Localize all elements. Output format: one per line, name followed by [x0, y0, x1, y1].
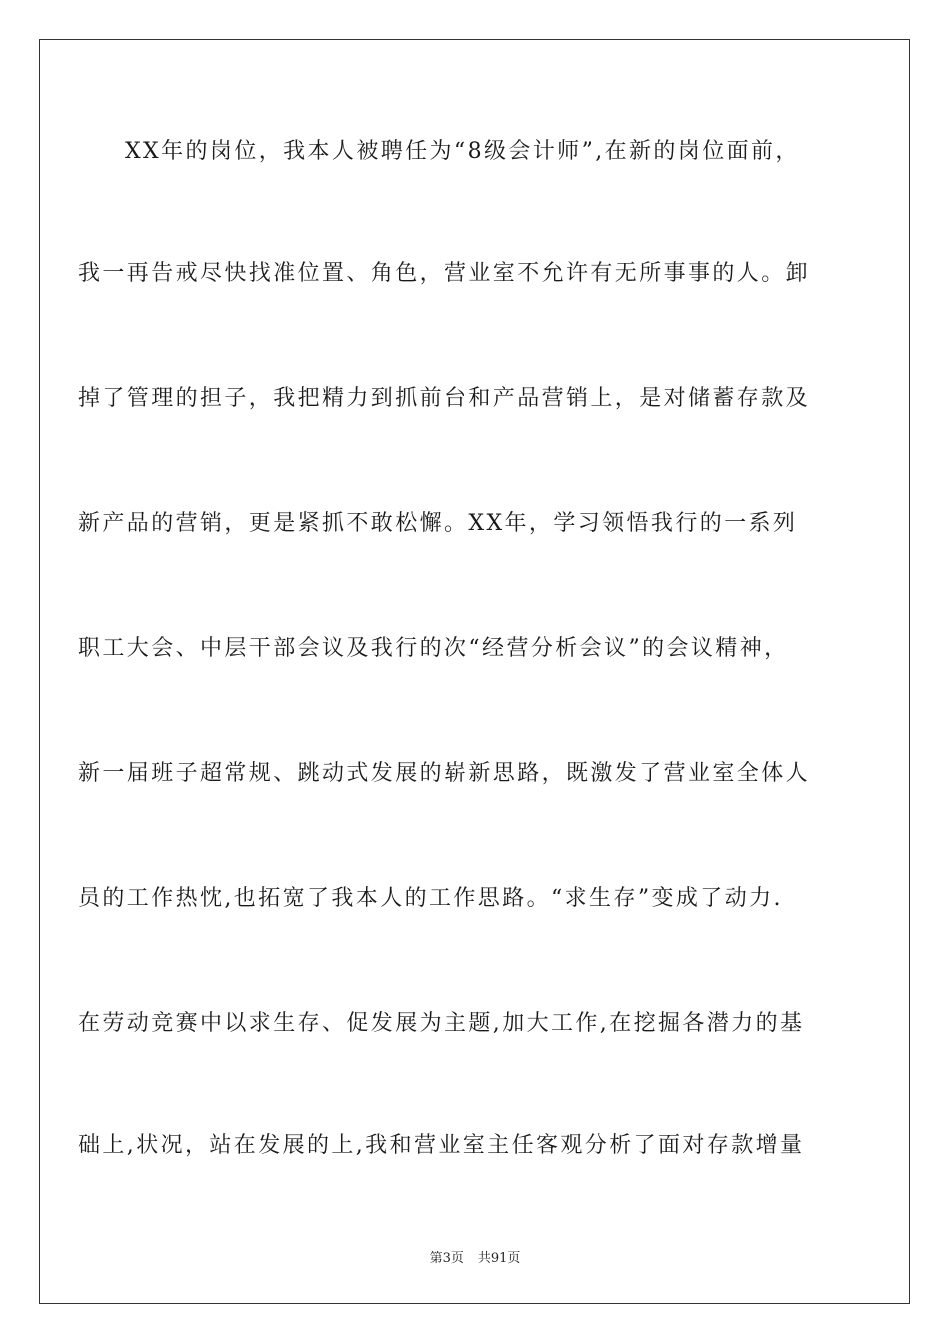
text-line-3: 掉了管理的担子，我把精力到抓前台和产品营销上，是对储蓄存款及: [78, 386, 811, 411]
page-border: [39, 39, 910, 1304]
text-line-9: 础上,状况，站在发展的上,我和营业室主任客观分析了面对存款增量: [78, 1133, 805, 1158]
page-number: 第3页: [429, 1251, 464, 1266]
text-line-8: 在劳动竞赛中以求生存、促发展为主题,加大工作,在挖掘各潜力的基: [78, 1011, 805, 1036]
text-line-6: 新一届班子超常规、跳动式发展的崭新思路，既激发了营业室全体人: [78, 761, 811, 786]
text-line-1: XX年的岗位，我本人被聘任为“8级会计师”,在新的岗位面前，: [125, 139, 800, 164]
text-line-7: 员的工作热忱,也拓宽了我本人的工作思路。“求生存”变成了动力.: [78, 886, 783, 911]
page-footer: [0, 1247, 950, 1266]
text-line-5: 职工大会、中层干部会议及我行的次“经营分析会议”的会议精神，: [78, 636, 789, 661]
text-line-2: 我一再告戒尽快找准位置、角色，营业室不允许有无所事事的人。卸: [78, 261, 811, 286]
text-line-4: 新产品的营销，更是紧抓不敢松懈。XX年，学习领悟我行的一系列: [78, 511, 798, 536]
page-total: 共91页: [477, 1251, 521, 1266]
